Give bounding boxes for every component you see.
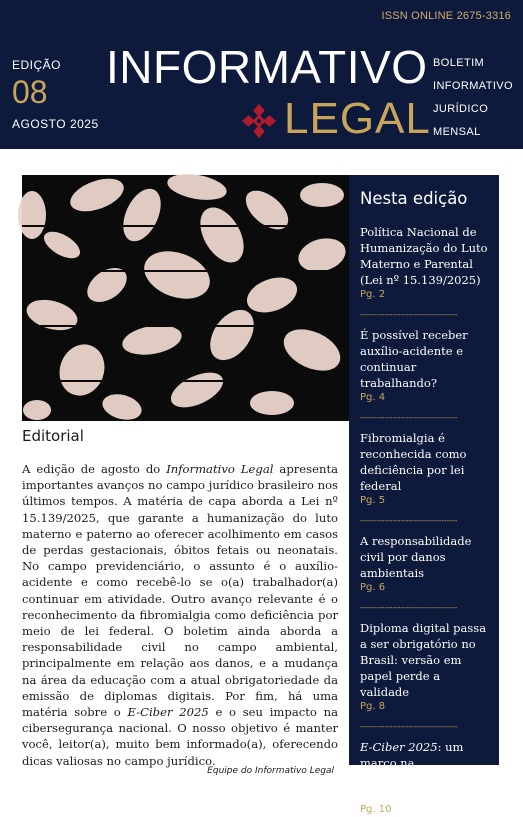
toc-entry[interactable] [360, 430, 488, 508]
editorial-text: e o seu impacto na cibersegurança nacional. O nosso objetivo é manter você, leitor(a), muito bem informado(a), oferecendo dicas valiosas no campo jurídico. [22, 705, 338, 768]
masthead [0, 0, 523, 149]
table-of-contents [349, 175, 499, 815]
toc-separator: ------------------------------------ [360, 310, 458, 319]
abstract-ikat-pattern-icon [22, 175, 349, 421]
editorial-emphasis: E-Ciber 2025 [127, 705, 209, 720]
editorial-emphasis: Informativo Legal [166, 462, 274, 476]
toc-entry-page: Pg. 2 [360, 289, 386, 300]
editorial-signature: Equipe do Informativo Legal [207, 766, 334, 776]
issn-label: ISSN ONLINE 2675-3316 [381, 10, 511, 22]
publication-subtitle: LEGAL [284, 94, 431, 143]
toc-separator: ------------------------------------ [360, 722, 458, 731]
editorial-text: A edição de agosto do [22, 462, 167, 476]
toc-entry-page: Pg. 5 [360, 495, 386, 506]
toc-entry-page: Pg. 4 [360, 392, 386, 403]
toc-entry-title: Fibromialgia é reconhecida como deficiência por lei federal [360, 431, 467, 493]
toc-entry-title: Política Nacional de Humanização do Luto Materno e Parental (Lei nº 15.139/2025) [360, 225, 488, 287]
toc-list [360, 224, 488, 817]
cover-image [22, 175, 349, 421]
kind-line: JURÍDICO [433, 103, 489, 115]
toc-entry-page: Pg. 10 [360, 804, 392, 815]
toc-entry-title: Diploma digital passa a ser obrigatório no Brasil: versão em papel perde a validade [360, 621, 487, 699]
toc-entry-title: A responsabilidade civil por danos ambientais [360, 534, 472, 580]
scales-logo-icon [240, 102, 278, 140]
toc-entry[interactable] [360, 327, 488, 405]
toc-entry[interactable] [360, 224, 488, 302]
toc-title: Nesta edição [360, 189, 468, 208]
editorial-body [22, 461, 338, 769]
toc-separator: ------------------------------------ [360, 603, 458, 612]
toc-entry-page: Pg. 6 [360, 582, 386, 593]
editorial-text: apresenta importantes avanços no campo jurídico brasileiro nos últimos tempos. A matéria de capa aborda a Lei nº 15.139/2025, que garante a humanização do luto materno e paterno ao oferecer acolhimento em casos de perdas gestacionais, óbitos fetais ou neonatais. No campo previdenciário, o assunto é o auxílio-acidente e como recebê-lo se o(a) trabalhador(a) continuar em atividade. Outro avanço relevante é o reconhecimento da fibromialgia como deficiência por meio de lei federal. O boletim ainda aborda a responsabilidade civil no campo ambiental, principalmente em relação aos danos, e a mudança na área da educação com a atual obrigatoriedade da emissão de diplomas digitais. Por fim, há uma matéria sobre o [22, 462, 339, 720]
publication-kind [433, 52, 513, 144]
editorial-heading: Editorial [22, 427, 84, 445]
toc-separator: ------------------------------------ [360, 516, 458, 525]
toc-entry-title: É possível receber auxílio-acidente e continuar trabalhando? [360, 328, 468, 390]
kind-line: INFORMATIVO [433, 80, 513, 92]
kind-line: BOLETIM [433, 57, 485, 69]
toc-entry-title: E-Ciber 2025: um marco na cibersegurança nacional [360, 740, 464, 802]
edition-label: EDIÇÃO [12, 58, 62, 72]
toc-entry[interactable] [360, 533, 488, 595]
edition-number: 08 [12, 74, 48, 110]
publication-title: INFORMATIVO [106, 41, 428, 93]
kind-line: MENSAL [433, 126, 481, 138]
toc-entry[interactable] [360, 739, 488, 817]
edition-date: AGOSTO 2025 [12, 117, 99, 131]
toc-entry-page: Pg. 8 [360, 701, 386, 712]
toc-entry[interactable] [360, 620, 488, 714]
toc-separator: ------------------------------------ [360, 413, 458, 422]
